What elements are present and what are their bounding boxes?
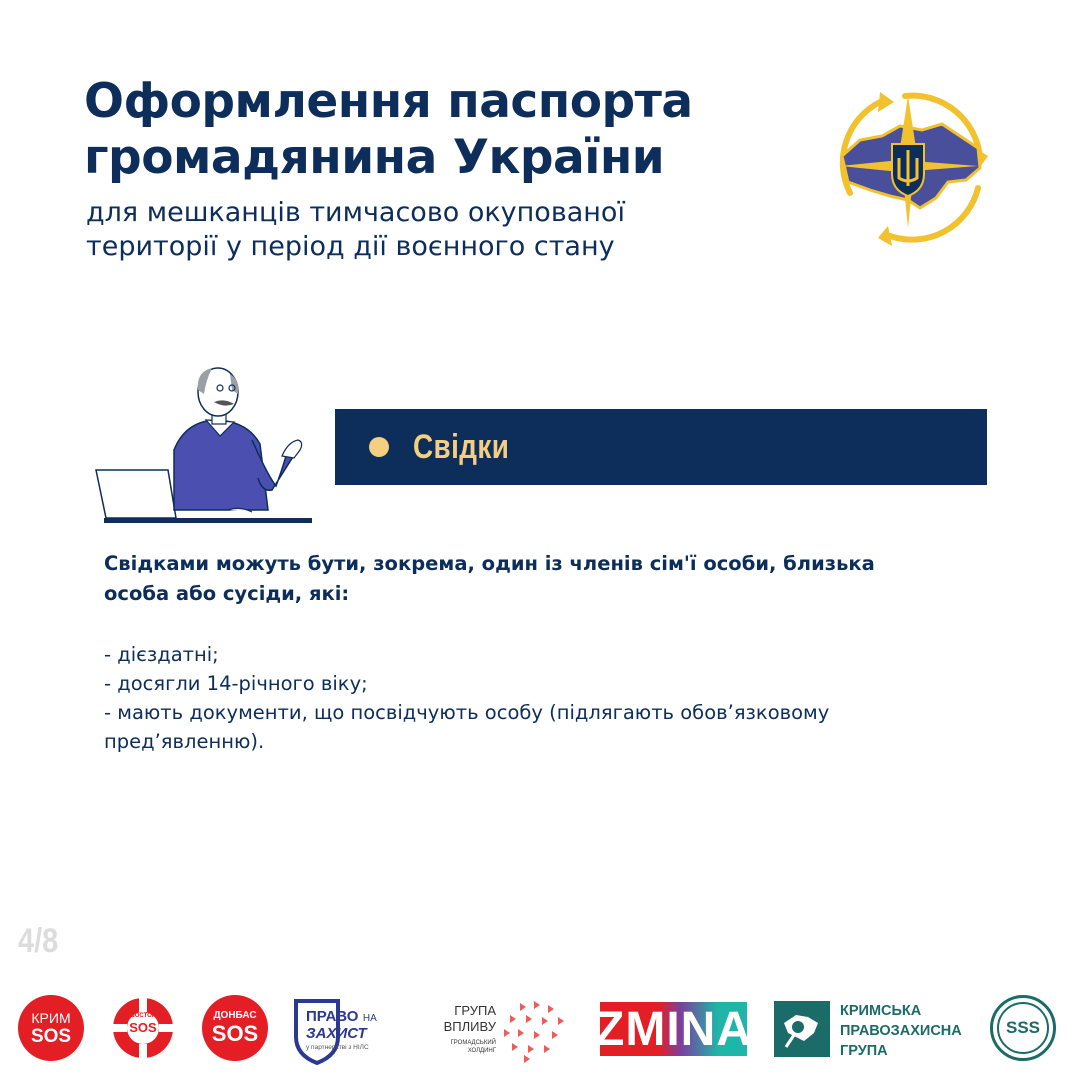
list-item: - досягли 14-річного віку; [104, 672, 368, 695]
kpg-line-3: ГРУПА [840, 1043, 888, 1059]
donbas-sos-line-2: SOS [211, 1021, 259, 1046]
vostok-sos-logo [110, 995, 176, 1061]
partner-logos [0, 995, 1080, 1070]
sss-logo [990, 995, 1056, 1061]
section-label: Свідки [413, 427, 510, 466]
title-line-1: Оформлення паспорта [84, 74, 693, 129]
page-title [84, 74, 784, 186]
vostok-sos-line-1: ВОСТОК [130, 1013, 156, 1019]
donbas-sos-line-1: ДОНБАС [213, 1010, 257, 1021]
crimea-map-icon [774, 1001, 830, 1057]
crimean-human-rights-group-logo [774, 999, 974, 1063]
lead-line-1: Свідками можуть бути, зокрема, один із членів сім'ї особи, близька [104, 552, 875, 575]
grupa-line-1: ГРУПА [454, 1003, 496, 1018]
page-number: 4/8 [18, 922, 59, 960]
grupa-vplyvu-logo [436, 999, 576, 1067]
pravo-line-1b: НА [362, 1013, 377, 1024]
pravo-line-2: ЗАХИСТ [306, 1024, 367, 1042]
vostok-sos-line-2: SOS [129, 1020, 157, 1035]
arrows-cluster-icon [500, 999, 574, 1063]
zmina-text: ZMINA [595, 1002, 752, 1056]
subtitle-line-2: території у період дії воєнного стану [86, 231, 615, 262]
grupa-line-4: ХОЛДИНГ [467, 1048, 496, 1054]
krym-sos-line-1: КРИМ [31, 1009, 71, 1026]
sss-text: SSS [1005, 1018, 1041, 1037]
kpg-line-1: КРИМСЬКА [840, 1003, 922, 1019]
title-line-2: громадянина України [84, 130, 665, 185]
bullet-dot-icon [369, 437, 389, 457]
krym-sos-line-2: SOS [30, 1025, 72, 1047]
requirements-list [104, 640, 994, 756]
lead-paragraph [104, 549, 984, 609]
lead-line-2: особа або сусіди, які: [104, 582, 350, 605]
krym-sos-logo [18, 995, 84, 1061]
migration-service-emblem-icon [820, 78, 995, 253]
section-banner [335, 409, 987, 485]
pravo-na-zakhyst-logo [292, 997, 412, 1065]
grupa-line-2: ВПЛИВУ [443, 1019, 496, 1034]
subtitle-line-1: для мешканців тимчасово окупованої [86, 197, 625, 228]
pravo-line-3: у партнерстві з НІЛС [306, 1043, 369, 1051]
donbas-sos-logo [202, 995, 268, 1061]
pravo-line-1a: ПРАВО [306, 1008, 359, 1025]
list-item: - дієздатні; [104, 643, 219, 666]
list-item: пред’явленню). [104, 730, 265, 753]
page-subtitle [86, 196, 786, 264]
list-item: - мають документи, що посвідчують особу (підлягають обов’язковому [104, 701, 830, 724]
person-at-laptop-illustration [90, 360, 320, 530]
kpg-line-2: ПРАВОЗАХИСНА [840, 1023, 962, 1039]
zmina-logo [595, 1002, 752, 1056]
grupa-line-3: ГРОМАДСЬКИЙ [450, 1040, 496, 1046]
